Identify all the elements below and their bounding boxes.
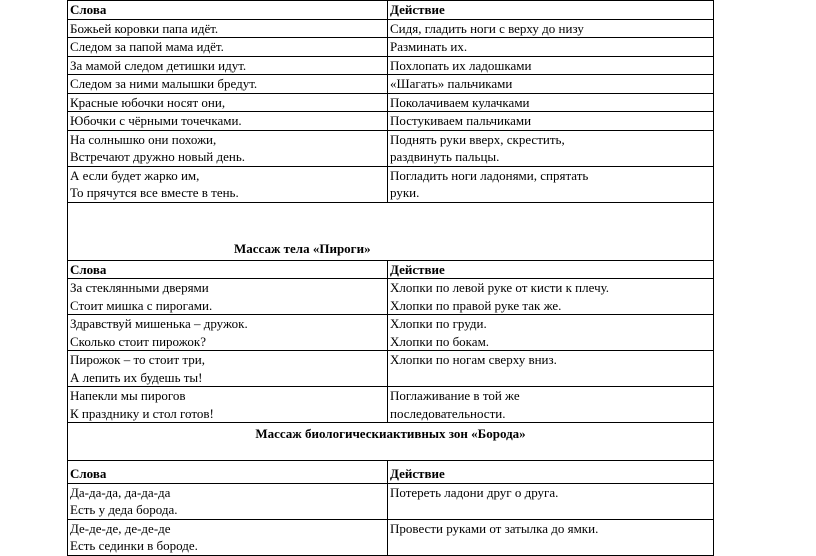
- table-row: [68, 315, 714, 351]
- table-row: [68, 19, 714, 38]
- table-row: [68, 112, 714, 131]
- action-cell: [388, 166, 714, 202]
- words-cell: [68, 519, 388, 555]
- cell-line: Сколько стоит пирожок?: [70, 333, 206, 349]
- cell-line: А если будет жарко им,: [70, 167, 200, 183]
- table-row: [68, 279, 714, 315]
- cell-line: За стеклянными дверями: [70, 280, 209, 295]
- words-cell: [68, 315, 388, 351]
- action-cell: [388, 130, 714, 166]
- cell-line: А лепить их будешь ты!: [70, 369, 203, 385]
- action-cell: [388, 112, 714, 131]
- words-cell: [68, 38, 388, 57]
- table-header-row: [68, 260, 714, 279]
- words-cell: [68, 75, 388, 94]
- action-cell: [388, 483, 714, 519]
- cell-line: Да-да-да, да-да-да: [70, 484, 171, 500]
- cell-line: Напекли мы пирогов: [70, 388, 186, 403]
- cell-line: Красные юбочки носят они,: [70, 94, 226, 110]
- cell-line: Похлопать их ладошками: [390, 57, 532, 73]
- table-row: [68, 38, 714, 57]
- cell-line: Постукиваем пальчиками: [390, 113, 532, 128]
- header-words: Слова: [68, 461, 388, 484]
- words-cell: [68, 351, 388, 387]
- words-cell: [68, 483, 388, 519]
- table-row: [68, 130, 714, 166]
- action-cell: [388, 75, 714, 94]
- words-cell: [68, 279, 388, 315]
- section-title: Массаж биологическиактивных зон «Борода»: [255, 426, 526, 441]
- table-row: [68, 166, 714, 202]
- table-row: [68, 56, 714, 75]
- cell-line: Хлопки по ногам сверху вниз.: [390, 352, 557, 367]
- cell-line: Есть у деда борода.: [70, 502, 178, 517]
- table-header-row: [68, 1, 714, 20]
- action-cell: [388, 38, 714, 57]
- cell-line: последовательности.: [390, 405, 506, 421]
- cell-line: То прячутся все вместе в тень.: [70, 185, 239, 200]
- section-title-row: [68, 423, 714, 461]
- cell-line: Хлопки по бокам.: [390, 333, 490, 349]
- cell-line: Потереть ладони друг о друга.: [390, 484, 559, 500]
- cell-line: Божьей коровки папа идёт.: [70, 20, 219, 36]
- table-row: [68, 75, 714, 94]
- cell-line: Де-де-де, де-де-де: [70, 520, 171, 536]
- table-row: [68, 387, 714, 423]
- cell-line: «Шагать» пальчиками: [390, 76, 513, 91]
- cell-line: Поколачиваем кулачками: [390, 94, 530, 110]
- cell-line: Встречают дружно новый день.: [70, 149, 246, 164]
- cell-line: Сидя, гладить ноги с верху до низу: [390, 20, 584, 36]
- cell-line: Юбочки с чёрными точечками.: [70, 113, 242, 128]
- header-action: Действие: [388, 1, 714, 20]
- cell-line: Погладить ноги ладонями, спрятать: [390, 167, 589, 183]
- words-cell: [68, 112, 388, 131]
- table-row: [68, 93, 714, 112]
- action-cell: [388, 351, 714, 387]
- cell-line: Хлопки по груди.: [390, 316, 487, 331]
- table-row: [68, 351, 714, 387]
- words-cell: [68, 93, 388, 112]
- words-cell: [68, 130, 388, 166]
- section-title-cell: [68, 202, 714, 260]
- header-words: Слова: [68, 1, 388, 20]
- cell-line: раздвинуть пальцы.: [390, 149, 500, 164]
- words-cell: [68, 387, 388, 423]
- cell-line: руки.: [390, 185, 420, 200]
- section-title-row: [68, 202, 714, 260]
- cell-line: Разминать их.: [390, 39, 468, 54]
- cell-line: Следом за папой мама идёт.: [70, 39, 224, 54]
- cell-line: Поглаживание в той же: [390, 388, 520, 403]
- action-cell: [388, 56, 714, 75]
- action-cell: [388, 93, 714, 112]
- table-row: [68, 519, 714, 555]
- cell-line: Провести руками от затылка до ямки.: [390, 520, 599, 536]
- header-action: Действие: [388, 260, 714, 279]
- cell-line: Есть сединки в бороде.: [70, 538, 198, 553]
- words-cell: [68, 56, 388, 75]
- cell-line: Следом за ними малышки бредут.: [70, 76, 258, 91]
- action-cell: [388, 279, 714, 315]
- section-title-cell: [68, 423, 714, 461]
- cell-line: За мамой следом детишки идут.: [70, 57, 247, 73]
- massage-table: [67, 0, 714, 556]
- document-page: [67, 0, 713, 556]
- section-title: Массаж тела «Пироги»: [234, 241, 371, 256]
- cell-line: Стоит мишка с пирогами.: [70, 297, 213, 313]
- cell-line: Хлопки по правой руке так же.: [390, 297, 562, 313]
- action-cell: [388, 387, 714, 423]
- cell-line: Поднять руки вверх, скрестить,: [390, 131, 565, 147]
- cell-line: Здравствуй мишенька – дружок.: [70, 316, 248, 331]
- action-cell: [388, 19, 714, 38]
- table-header-row: [68, 461, 714, 484]
- header-words: Слова: [68, 260, 388, 279]
- action-cell: [388, 519, 714, 555]
- cell-line: На солнышко они похожи,: [70, 131, 217, 147]
- cell-line: Хлопки по левой руке от кисти к плечу.: [390, 280, 610, 295]
- cell-line: Пирожок – то стоит три,: [70, 352, 205, 367]
- words-cell: [68, 166, 388, 202]
- table-row: [68, 483, 714, 519]
- words-cell: [68, 19, 388, 38]
- cell-line: К празднику и стол готов!: [70, 405, 214, 421]
- header-action: Действие: [388, 461, 714, 484]
- action-cell: [388, 315, 714, 351]
